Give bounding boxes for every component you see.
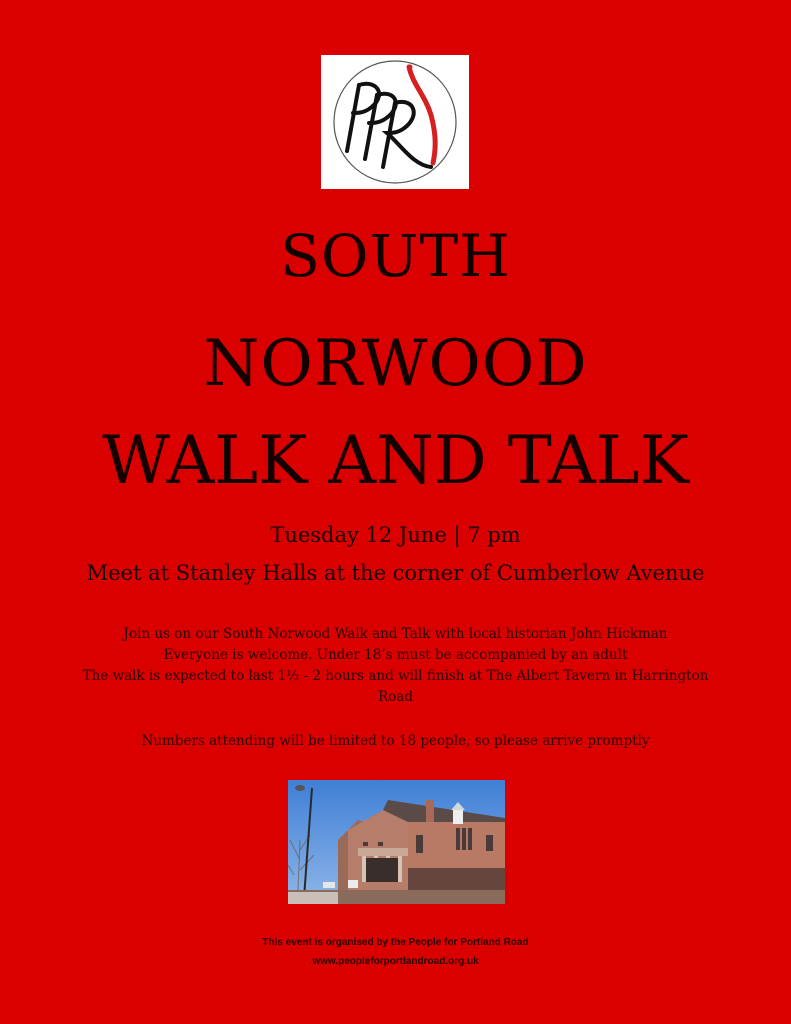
- details-line: Join us on our South Norwood Walk and Talk with local historian John Hickman: [123, 626, 668, 642]
- details-line: Everyone is welcome. Under 18’s must be accompanied by an adult: [163, 647, 628, 663]
- stanley-halls-photo: [288, 780, 505, 904]
- meeting-point: Meet at Stanley Halls at the corner of Cumberlow Avenue: [86, 561, 705, 585]
- title-line-1: SOUTH: [280, 222, 511, 290]
- event-details: [60, 624, 731, 708]
- details-line: Road: [378, 689, 413, 705]
- event-date-time: Tuesday 12 June | 7 pm: [270, 523, 521, 547]
- website-link[interactable]: www.peopleforportlandroad.org.uk: [312, 956, 479, 967]
- attendance-limit-notice: Numbers attending will be limited to 18 people, so please arrive promptly: [141, 733, 650, 749]
- title-line-3: WALK AND TALK: [102, 422, 689, 499]
- title-line-2: NORWOOD: [203, 327, 588, 401]
- building-photo-illustration: [288, 780, 505, 904]
- ppr-logo: [321, 55, 469, 189]
- details-line: The walk is expected to last 1½ - 2 hours and will finish at The Albert Tavern in Harrington: [82, 668, 709, 684]
- organiser-credit: This event is organised by the People for Portland Road: [262, 937, 529, 948]
- ppr-logo-icon: [321, 55, 469, 189]
